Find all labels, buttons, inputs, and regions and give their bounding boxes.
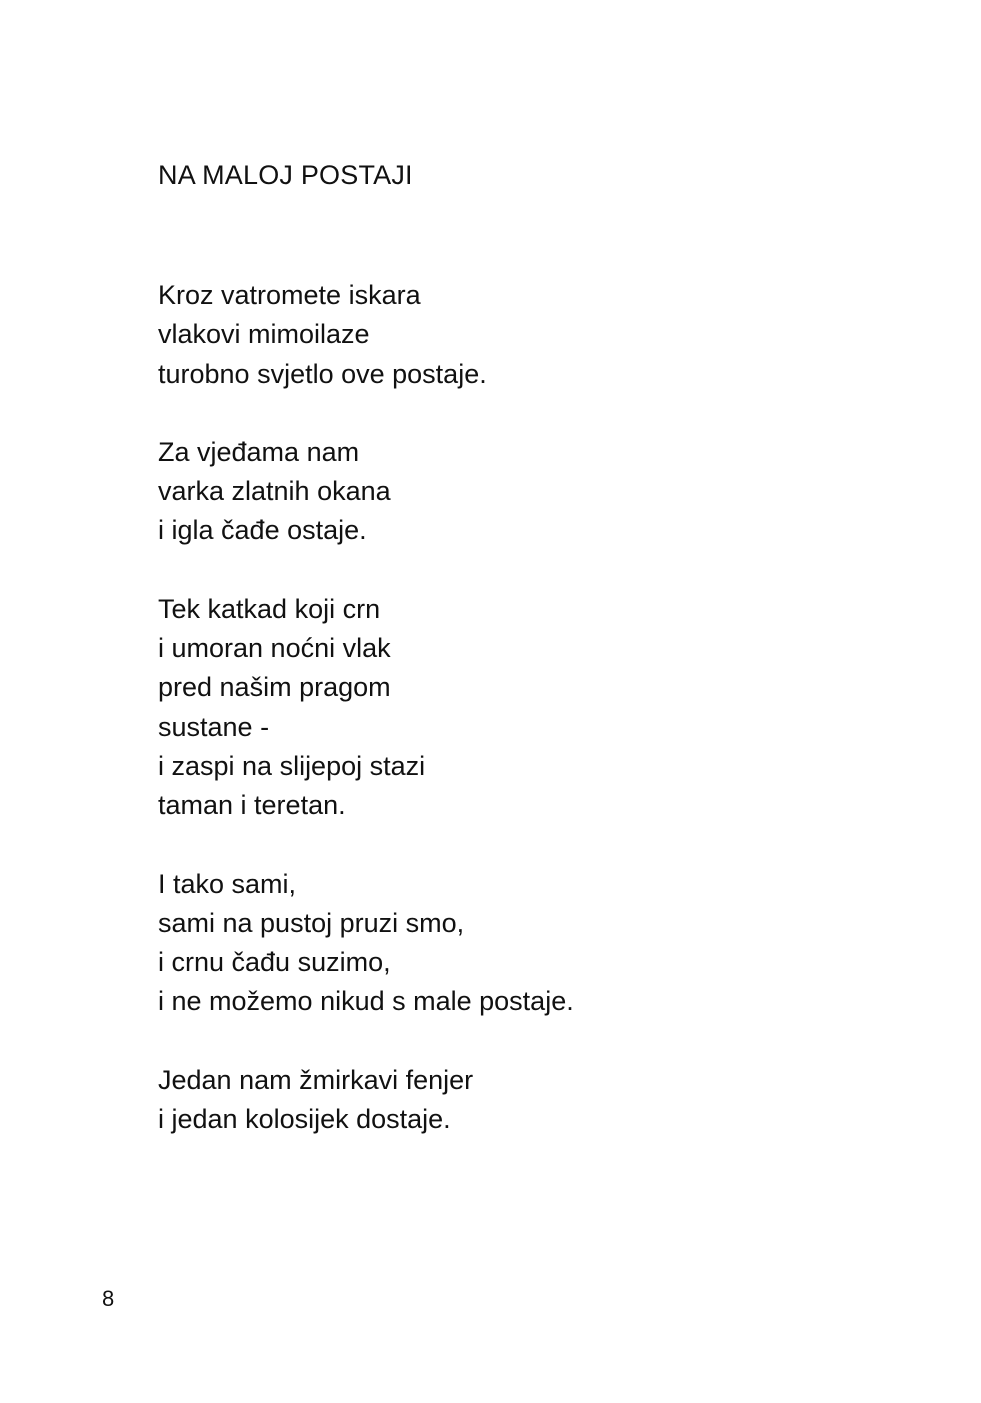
poem-line: turobno svjetlo ove postaje. — [158, 358, 487, 389]
stanza-2 — [158, 433, 858, 551]
stanza-4 — [158, 865, 858, 1022]
poem-line: i umoran noćni vlak — [158, 633, 391, 664]
poem-line: I tako sami, — [158, 868, 297, 899]
poem-body — [158, 276, 858, 1178]
stanza-1 — [158, 276, 858, 394]
page-number: 8 — [102, 1286, 115, 1311]
poem-line: sami na pustoj pruzi smo, — [158, 907, 465, 938]
poem-line: vlakovi mimoilaze — [158, 319, 370, 350]
poem-line: Za vjeđama nam — [158, 436, 360, 467]
poem-title: NA MALOJ POSTAJI — [158, 160, 413, 190]
poem-line: i ne možemo nikud s male postaje. — [158, 986, 574, 1017]
poem-line: sustane - — [158, 711, 270, 742]
poem-line: varka zlatnih okana — [158, 476, 391, 507]
poem-line: Kroz vatromete iskara — [158, 280, 421, 310]
poem-line: Jedan nam žmirkavi fenjer — [158, 1064, 474, 1095]
stanza-3 — [158, 590, 858, 826]
stanza-5 — [158, 1061, 858, 1140]
poem-line: Tek katkad koji crn — [158, 593, 381, 624]
poem-line: i jedan kolosijek dostaje. — [158, 1104, 451, 1135]
poem-line: i igla čađe ostaje. — [158, 515, 367, 546]
poem-line: pred našim pragom — [158, 672, 391, 703]
poem-line: i zaspi na slijepoj stazi — [158, 750, 426, 781]
poem-line: taman i teretan. — [158, 790, 346, 821]
poem-line: i crnu čađu suzimo, — [158, 947, 391, 978]
